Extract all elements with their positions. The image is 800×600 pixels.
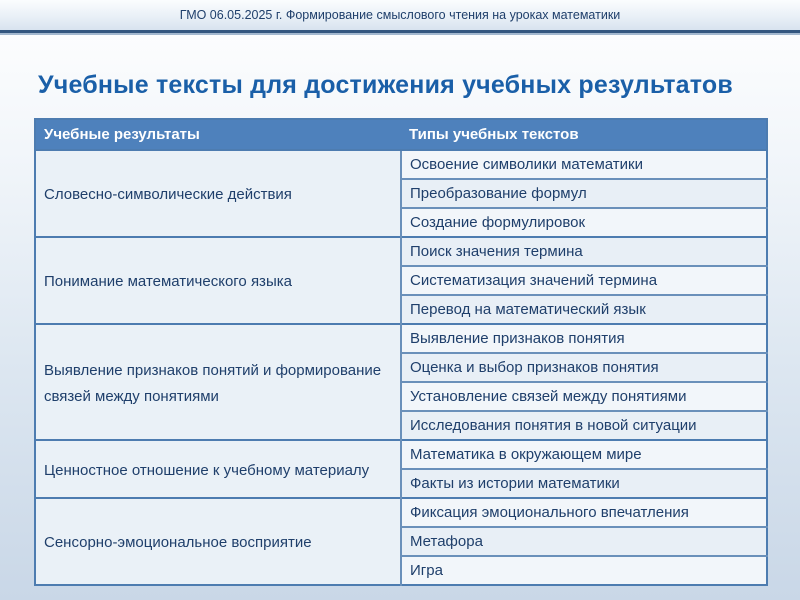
text-type-cell: Метафора — [401, 527, 767, 556]
text-type-cell: Выявление признаков понятия — [401, 324, 767, 353]
table-row — [35, 498, 767, 527]
top-bar — [0, 0, 800, 30]
text-type-cell: Математика в окружающем мире — [401, 440, 767, 469]
column-header-text-types: Типы учебных текстов — [401, 119, 767, 150]
text-type-cell: Преобразование формул — [401, 179, 767, 208]
text-type-cell: Создание формулировок — [401, 208, 767, 237]
result-cell: Сенсорно-эмоциональное восприятие — [35, 498, 401, 585]
learning-texts-table — [34, 118, 768, 586]
text-type-cell: Систематизация значений термина — [401, 266, 767, 295]
page-title: Учебные тексты для достижения учебных результатов — [38, 71, 733, 99]
result-cell: Выявление признаков понятий и формирование связей между понятиями — [35, 324, 401, 440]
text-type-cell: Перевод на математический язык — [401, 295, 767, 324]
top-bar-text: ГМО 06.05.2025 г. Формирование смыслового чтения на уроках математики — [179, 8, 621, 22]
table-row — [35, 150, 767, 179]
text-type-cell: Факты из истории математики — [401, 469, 767, 498]
text-type-cell: Установление связей между понятиями — [401, 382, 767, 411]
table-header-row — [35, 119, 767, 150]
table-row — [35, 440, 767, 469]
result-cell: Ценностное отношение к учебному материалу — [35, 440, 401, 498]
text-type-cell: Освоение символики математики — [401, 150, 767, 179]
text-type-cell: Фиксация эмоционального впечатления — [401, 498, 767, 527]
text-type-cell: Оценка и выбор признаков понятия — [401, 353, 767, 382]
table-row — [35, 237, 767, 266]
result-cell: Понимание математического языка — [35, 237, 401, 324]
text-type-cell: Поиск значения термина — [401, 237, 767, 266]
result-cell: Словесно-символические действия — [35, 150, 401, 237]
top-bar-separator-light — [0, 33, 800, 35]
text-type-cell: Исследования понятия в новой ситуации — [401, 411, 767, 440]
column-header-results: Учебные результаты — [35, 119, 401, 150]
text-type-cell: Игра — [401, 556, 767, 585]
table-row — [35, 324, 767, 353]
